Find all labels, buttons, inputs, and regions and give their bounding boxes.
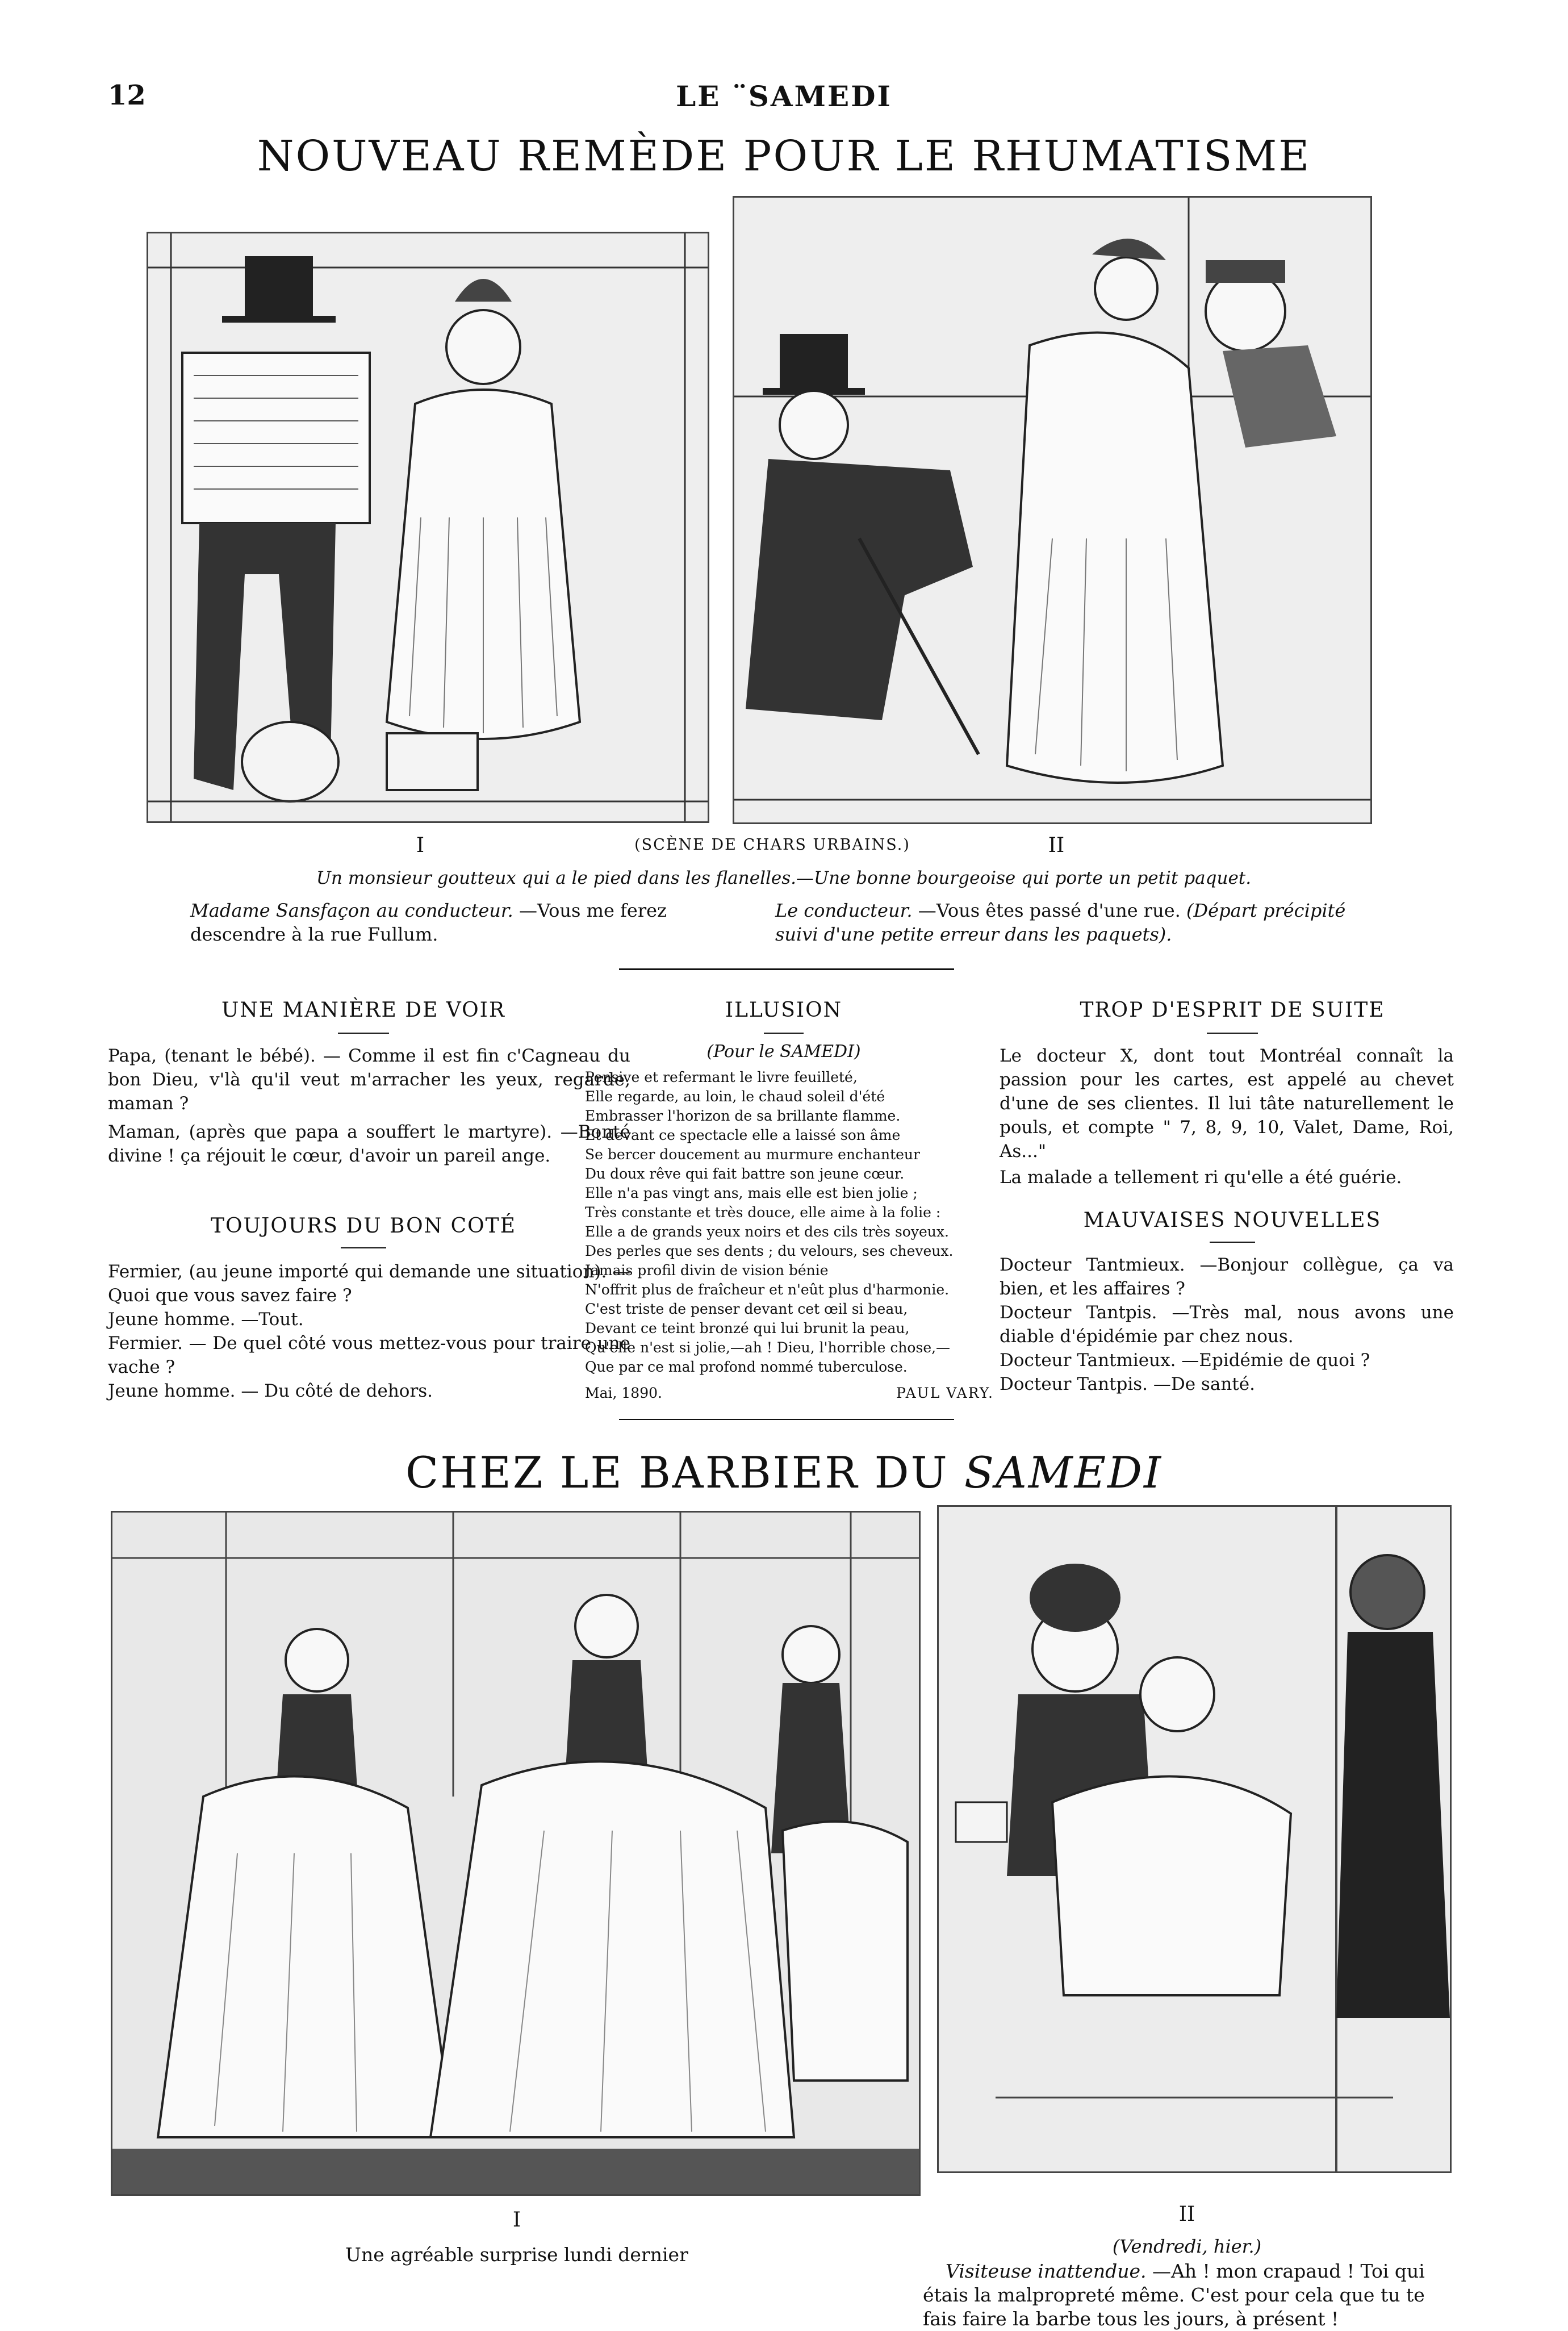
poem-line: Très constante et très douce, elle aime à la folie : bbox=[585, 1204, 941, 1221]
col3-paragraph-2 bbox=[1000, 1166, 1454, 1189]
barbier-panel-1-illustration bbox=[111, 1511, 921, 2196]
poem-line: Embrasser l'horizon de sa brillante flamme. bbox=[585, 1108, 901, 1124]
poem-line: Devant ce teint bronzé qui lui brunit la peau, bbox=[585, 1320, 910, 1336]
right-caption-text: —Vous êtes passé d'une rue. bbox=[918, 900, 1181, 921]
col2-subtitle: (Pour le SAMEDI) bbox=[706, 1042, 861, 1062]
page-number: 12 bbox=[108, 80, 146, 111]
col1-paragraph-2 bbox=[108, 1120, 630, 1168]
col1-title-rule bbox=[338, 1033, 389, 1034]
col3-title-rule bbox=[1207, 1033, 1258, 1034]
col2-author: PAUL VARY. bbox=[896, 1385, 994, 1401]
barbier-panel-2-text: —Ah ! mon crapaud ! Toi qui étais la malpropreté même. C'est pour cela que tu te fais faire la barbe tous les jours, à présent ! bbox=[923, 2260, 1425, 2330]
col2-date: Mai, 1890. bbox=[585, 1385, 662, 1401]
col3-paragraph-1 bbox=[1000, 1044, 1454, 1163]
col1-dialogue-3: Fermier. — De quel côté vous mettez-vous pour traire une vache ? bbox=[108, 1333, 630, 1377]
col1-dialogue-2: Jeune homme. —Tout. bbox=[108, 1309, 304, 1330]
barbier-panel-2-number: II bbox=[1178, 2203, 1195, 2226]
col2-poem bbox=[585, 1068, 994, 1377]
col2-end-rule bbox=[619, 1419, 954, 1420]
barbier-title-text: CHEZ LE BARBIER DU bbox=[405, 1447, 949, 1498]
left-caption-speaker: Madame Sansfaçon au conducteur. bbox=[190, 900, 513, 921]
col3-title-2: MAUVAISES NOUVELLES bbox=[1083, 1209, 1382, 1232]
masthead: LE ¨SAMEDI bbox=[676, 80, 892, 113]
section-divider bbox=[619, 968, 954, 970]
scene-label: (SCÈNE DE CHARS URBAINS.) bbox=[634, 836, 910, 854]
engraving-tram-conductor bbox=[734, 198, 1370, 822]
col1-title2-rule bbox=[341, 1247, 386, 1248]
right-caption bbox=[775, 899, 1352, 946]
col1-dialogue bbox=[108, 1260, 630, 1403]
poem-line: Que par ce mal profond nommé tuberculose. bbox=[585, 1359, 908, 1375]
poem-line: Des perles que ses dents ; du velours, ses cheveux. bbox=[585, 1243, 954, 1259]
col1-title: UNE MANIÈRE DE VOIR bbox=[221, 999, 506, 1022]
left-caption-text: —Vous me ferez descendre à la rue Fullum. bbox=[190, 900, 667, 945]
col1-dialogue-1: Fermier, (au jeune importé qui demande une situation). —Quoi que vous savez faire ? bbox=[108, 1261, 630, 1306]
col1-dialogue-4: Jeune homme. — Du côté de dehors. bbox=[108, 1381, 433, 1401]
col1-p1-text: Papa, (tenant le bébé). — Comme il est fin c'Cagneau du bon Dieu, v'là qu'il veut m'arracher les yeux, regarde, maman ? bbox=[108, 1046, 630, 1114]
col2-title: ILLUSION bbox=[725, 999, 843, 1022]
col3-dialogue-4: Docteur Tantpis. —De santé. bbox=[1000, 1374, 1255, 1394]
barbier-title bbox=[0, 1447, 1568, 1498]
cartoon-panel-1-illustration bbox=[147, 232, 709, 823]
poem-line: C'est triste de penser devant cet œil si beau, bbox=[585, 1301, 908, 1317]
poem-line: Pensive et refermant le livre feuilleté, bbox=[585, 1069, 858, 1085]
col3-dialogue-2: Docteur Tantpis. —Très mal, nous avons une diable d'épidémie par chez nous. bbox=[1000, 1302, 1454, 1347]
barbier-panel-1-number: I bbox=[512, 2208, 521, 2232]
barbier-panel-2-illustration bbox=[937, 1505, 1452, 2173]
col2-title-rule bbox=[764, 1033, 804, 1034]
barbier-panel-2-date: (Vendredi, hier.) bbox=[1112, 2236, 1262, 2257]
poem-line: Et devant ce spectacle elle a laissé son âme bbox=[585, 1127, 901, 1143]
col3-title2-rule bbox=[1210, 1242, 1255, 1243]
poem-line: Du doux rêve qui fait battre son jeune cœur. bbox=[585, 1166, 905, 1182]
poem-line: Jamais profil divin de vision bénie bbox=[585, 1262, 829, 1279]
cartoon-panel-2-illustration bbox=[733, 196, 1372, 824]
col3-p2-text: La malade a tellement ri qu'elle a été guérie. bbox=[1000, 1167, 1402, 1188]
col1-title-2: TOUJOURS DU BON COTÉ bbox=[211, 1214, 516, 1238]
col3-title: TROP D'ESPRIT DE SUITE bbox=[1080, 999, 1385, 1022]
article-title: NOUVEAU REMÈDE POUR LE RHUMATISME bbox=[257, 132, 1311, 181]
barbier-title-italic: SAMEDI bbox=[964, 1447, 1163, 1498]
col3-dialogue-1: Docteur Tantmieux. —Bonjour collègue, ça va bien, et les affaires ? bbox=[1000, 1255, 1454, 1299]
right-caption-stage: (Départ précipité suivi d'une petite erreur dans les paquets). bbox=[775, 900, 1346, 945]
col1-paragraph-1 bbox=[108, 1044, 630, 1116]
col1-p2-text: Maman, (après que papa a souffert le martyre). —Bonté divine ! ça réjouit le cœur, d'avoir un pareil ange. bbox=[108, 1122, 630, 1166]
poem-line: Elle regarde, au loin, le chaud soleil d'été bbox=[585, 1088, 885, 1105]
engraving-tram-passengers bbox=[148, 233, 708, 821]
col2-signature bbox=[585, 1385, 994, 1401]
poem-line: Qu'elle n'est si jolie,—ah ! Dieu, l'horrible chose,— bbox=[585, 1339, 951, 1356]
barbier-panel-1-caption: Une agréable surprise lundi dernier bbox=[345, 2244, 688, 2266]
poem-line: Se bercer doucement au murmure enchanteur bbox=[585, 1146, 920, 1163]
left-caption bbox=[190, 899, 690, 946]
barbier-panel-2-caption bbox=[923, 2234, 1462, 2331]
caption-line: Un monsieur goutteux qui a le pied dans les flanelles.—Une bonne bourgeoise qui porte un petit paquet. bbox=[316, 868, 1252, 888]
col3-dialogue-3: Docteur Tantmieux. —Epidémie de quoi ? bbox=[1000, 1350, 1370, 1371]
panel-1-number: I bbox=[416, 834, 425, 857]
col3-dialogue bbox=[1000, 1253, 1454, 1396]
engraving-barber-shop bbox=[112, 1513, 919, 2194]
poem-line: N'offrit plus de fraîcheur et n'eût plus d'harmonie. bbox=[585, 1281, 950, 1298]
poem-line: Elle n'a pas vingt ans, mais elle est bien jolie ; bbox=[585, 1185, 918, 1201]
poem-line: Elle a de grands yeux noirs et des cils très soyeux. bbox=[585, 1223, 949, 1240]
engraving-barber-visitor bbox=[939, 1507, 1450, 2171]
right-caption-speaker: Le conducteur. bbox=[775, 900, 913, 921]
col3-p1-text: Le docteur X, dont tout Montréal connaît la passion pour les cartes, est appelé au chevet d'une de ses clientes. Il lui tâte naturellement le pouls, et compte " 7, 8, 9, 10, Valet, Dame, Roi, As..." bbox=[1000, 1046, 1454, 1162]
panel-2-number: II bbox=[1048, 834, 1065, 857]
barbier-panel-2-speaker: Visiteuse inattendue. bbox=[946, 2260, 1147, 2282]
